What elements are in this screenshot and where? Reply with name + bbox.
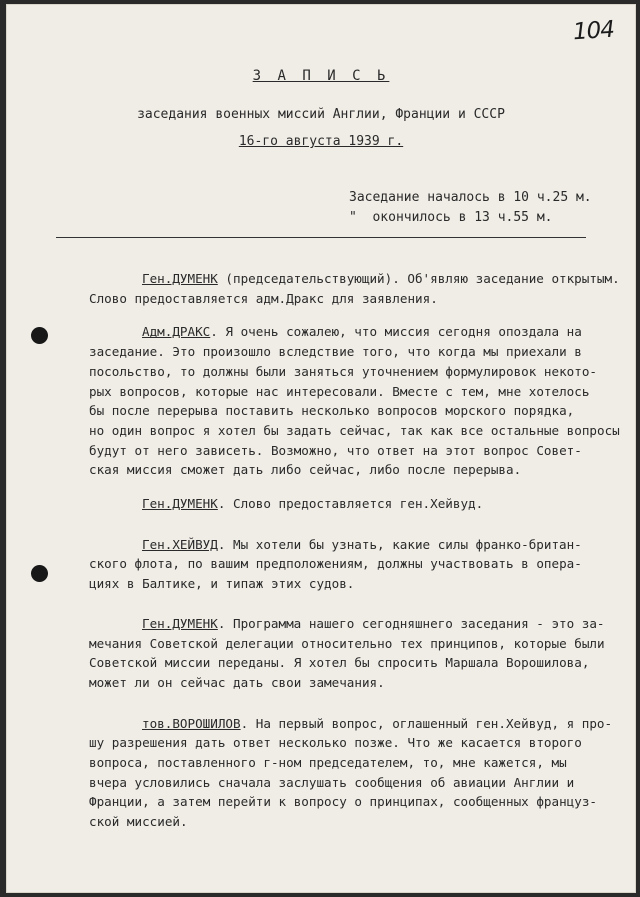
paragraph-line <box>89 494 636 514</box>
document-title: З А П И С Ь <box>252 68 390 84</box>
line-text: . Слово предоставляется ген.Хейвуд. <box>217 496 484 512</box>
speaker-name: Адм.ДРАКС <box>142 324 211 340</box>
paragraph-line <box>89 421 636 441</box>
paragraph-line <box>89 342 636 362</box>
paragraph-line <box>89 812 636 832</box>
punch-hole <box>31 565 48 582</box>
line-text: будут от него зависеть. Возможно, что ответ на этот вопрос Совет- <box>89 442 582 458</box>
paragraph-line <box>89 535 636 555</box>
paragraph-line <box>89 634 636 654</box>
speaker-paragraph <box>89 614 636 693</box>
line-text: но один вопрос я хотел бы задать сейчас, так как все остальные вопросы <box>89 422 620 438</box>
paragraph-line <box>89 441 636 461</box>
line-text: . Мы хотели бы узнать, какие силы франко-британ- <box>217 536 582 552</box>
speaker-name: Ген.ДУМЕНК <box>142 615 218 631</box>
line-text: . Я очень сожалею, что миссия сегодня опоздала на <box>210 324 582 340</box>
paragraph-line <box>89 269 636 289</box>
speaker-paragraph <box>89 322 636 480</box>
paragraph-line <box>89 733 636 753</box>
line-text: может ли он сейчас дать свои замечания. <box>89 674 385 690</box>
line-text: ского флота, по вашим предположениям, должны участвовать в опера- <box>89 556 582 572</box>
speaker-name: Ген.ДУМЕНК <box>142 271 218 286</box>
paragraph-line <box>89 322 636 342</box>
line-text: посольство, то должны были заняться уточнением формулировок некото- <box>89 363 597 379</box>
line-text: бы после перерыва поставить несколько вопросов морского порядка, <box>89 403 575 419</box>
line-text: . На первый вопрос, оглашенный ген.Хейвуд, я про- <box>240 715 613 731</box>
paragraph-line <box>89 792 636 812</box>
speaker-paragraph <box>89 714 636 832</box>
line-text: Советской миссии переданы. Я хотел бы спросить Маршала Ворошилова, <box>89 655 590 671</box>
paragraph-line <box>89 382 636 402</box>
line-text: Франции, а затем перейти к вопросу о принципах, сообщенных француз- <box>89 794 597 810</box>
speaker-name: тов.ВОРОШИЛОВ <box>142 715 241 731</box>
speaker-name: Ген.ДУМЕНК <box>142 496 218 512</box>
transcript-body <box>89 269 636 832</box>
folio-number: 104 <box>572 16 615 46</box>
document-subtitle: заседания военных миссий Англии, Франции и СССР <box>137 107 505 122</box>
speaker-name: Ген.ХЕЙВУД <box>142 536 218 552</box>
line-text: мечания Советской делегации относительно тех принципов, которые были <box>89 635 605 651</box>
paragraph-line <box>89 554 636 574</box>
line-text: заседание. Это произошло вследствие того, что когда мы приехали в <box>89 344 582 360</box>
line-text: шу разрешения дать ответ несколько позже. Что же касается второго <box>89 735 582 751</box>
paragraph-line <box>89 673 636 693</box>
line-text: рых вопросов, которые нас интересовали. Вместе с тем, мне хотелось <box>89 383 590 399</box>
speaker-paragraph <box>89 494 636 514</box>
line-text: . Программа нашего сегодняшнего заседания - это за- <box>217 615 605 631</box>
line-text: (председательствующий). Об'являю заседание открытым. <box>217 271 620 286</box>
paragraph-line <box>89 773 636 793</box>
paragraph-line <box>89 574 636 594</box>
header-divider <box>56 237 586 238</box>
time-started: Заседание началось в 10 ч.25 м. <box>349 190 592 205</box>
line-text: ской миссией. <box>89 814 188 830</box>
paragraph-line <box>89 714 636 734</box>
line-text: вчера условились сначала заслушать сообщения об авиации Англии и <box>89 774 575 790</box>
punch-hole <box>31 327 48 344</box>
line-text: циях в Балтике, и типаж этих судов. <box>89 576 355 592</box>
paragraph-line <box>89 653 636 673</box>
speaker-paragraph <box>89 535 636 594</box>
line-text: Слово предоставляется адм.Дракс для заявления. <box>89 290 438 306</box>
paragraph-line <box>89 289 636 309</box>
line-text: вопроса, поставленного г-ном председателем, то, мне кажется, мы <box>89 755 567 771</box>
document-page <box>6 4 636 893</box>
paragraph-line <box>89 401 636 421</box>
paragraph-line <box>89 753 636 773</box>
meeting-date: 16-го августа 1939 г. <box>238 134 404 149</box>
line-text: ская миссия сможет дать либо сейчас, либо после перерыва. <box>89 462 522 478</box>
time-ended: " окончилось в 13 ч.55 м. <box>349 210 553 225</box>
paragraph-line <box>89 362 636 382</box>
speaker-paragraph <box>89 269 636 308</box>
paragraph-line <box>89 614 636 634</box>
paragraph-line <box>89 460 636 480</box>
